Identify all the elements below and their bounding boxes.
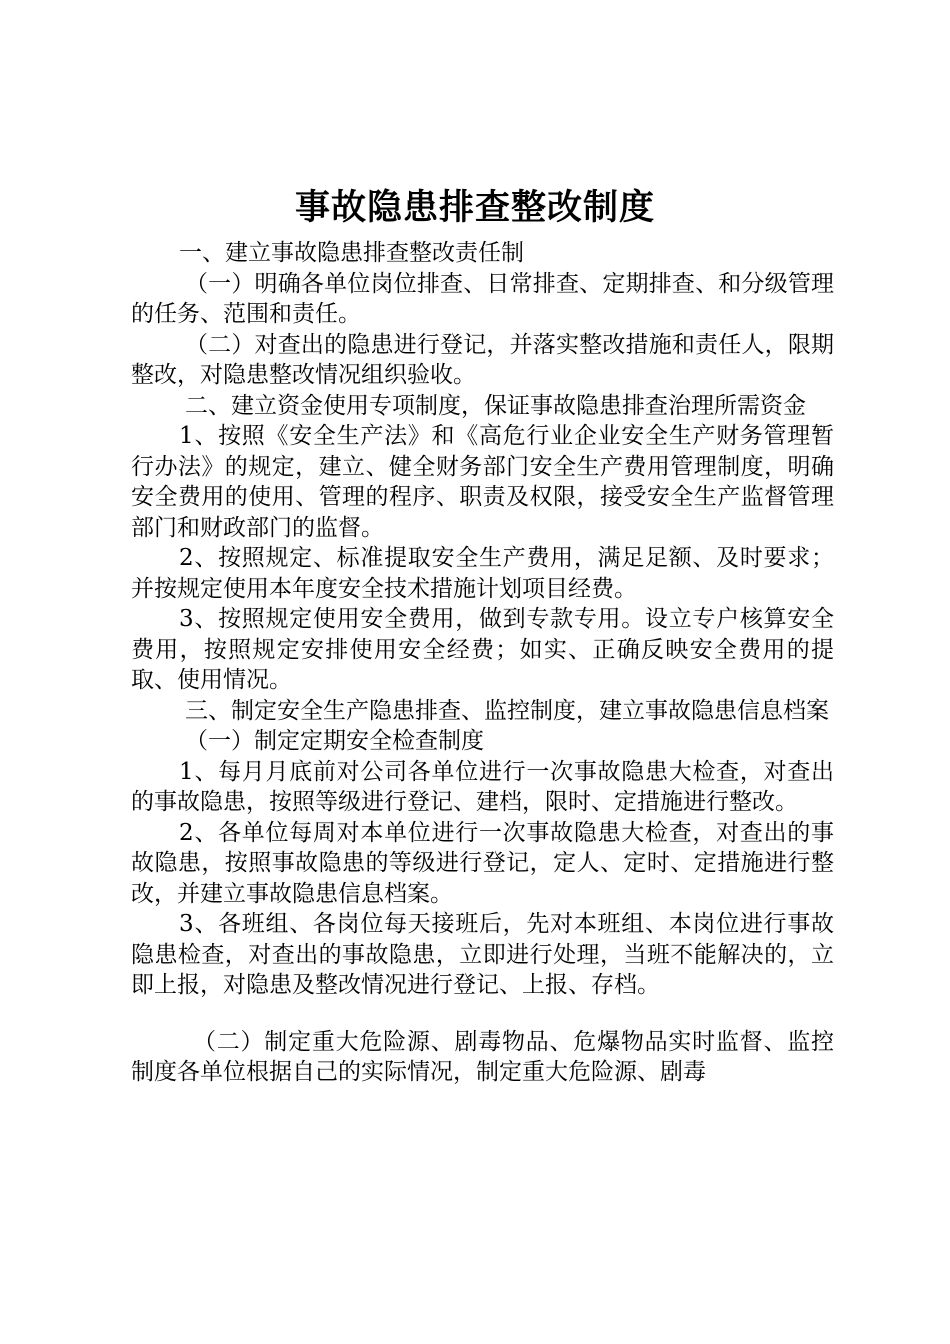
paragraph-3-1-3: 3、各班组、各岗位每天接班后，先对本班组、本岗位进行事故隐患检查，对查出的事故隐患，立即进行处理，当班不能解决的，立即上报，对隐患及整改情况进行登记、上报、存档。: [131, 911, 834, 998]
section-heading-1: 一、建立事故隐患排查整改责任制: [179, 240, 524, 266]
section-heading-3: 三、制定安全生产隐患排查、监控制度，建立事故隐患信息档案: [185, 697, 829, 724]
paragraph-3-1-1: 1、每月月底前对公司各单位进行一次事故隐患大检查，对查出的事故隐患，按照等级进行登记、建档，限时、定措施进行整改。: [131, 758, 834, 815]
paragraph-1-2: （二）对查出的隐患进行登记，并落实整改措施和责任人，限期整改，对隐患整改情况组织验收。: [131, 331, 834, 388]
paragraph-2-1: 1、按照《安全生产法》和《高危行业企业安全生产财务管理暂行办法》的规定，建立、健全财务部门安全生产费用管理制度，明确安全费用的使用、管理的程序、职责及权限，接受安全生产监督管理部门和财政部门的监督。: [131, 423, 834, 541]
subsection-heading-3-1: （一）制定定期安全检查制度: [185, 728, 484, 754]
section-heading-2: 二、建立资金使用专项制度，保证事故隐患排查治理所需资金: [185, 392, 806, 419]
paragraph-2-3: 3、按照规定使用安全费用，做到专款专用。设立专户核算安全费用，按照规定安排使用安全经费；如实、正确反映安全费用的提取、使用情况。: [131, 606, 834, 693]
document-title: 事故隐患排查整改制度: [294, 188, 655, 228]
document-body: [131, 238, 834, 1088]
paragraph-1-1: （一）明确各单位岗位排查、日常排查、定期排查、和分级管理的任务、范围和责任。: [131, 270, 834, 327]
subsection-heading-3-2: （二）制定重大危险源、剧毒物品、危爆物品实时监督、监控制度各单位根据自己的实际情况，制定重大危险源、剧毒: [131, 1028, 834, 1085]
paragraph-3-1-2: 2、各单位每周对本单位进行一次事故隐患大检查，对查出的事故隐患，按照事故隐患的等级进行登记，定人、定时、定措施进行整改，并建立事故隐患信息档案。: [131, 819, 834, 907]
paragraph-2-2: 2、按照规定、标准提取安全生产费用，满足足额、及时要求；并按规定使用本年度安全技术措施计划项目经费。: [131, 545, 834, 602]
